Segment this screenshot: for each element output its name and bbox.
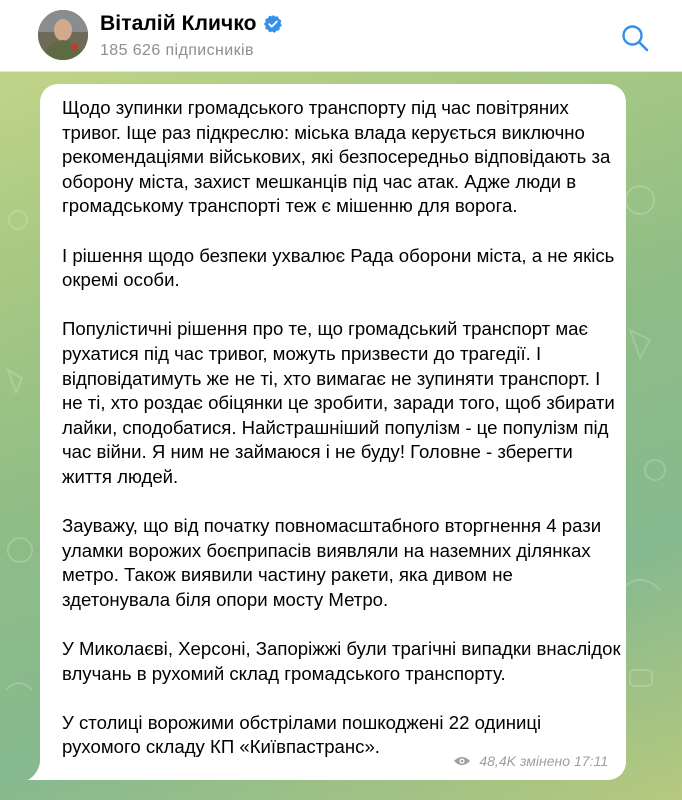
channel-avatar[interactable]	[38, 10, 88, 60]
message-paragraph: У Миколаєві, Херсоні, Запоріжжі були трагічні випадки внаслідок влучань в рухомий склад громадського транспорту.	[62, 638, 621, 684]
search-icon[interactable]	[620, 23, 650, 53]
channel-name: Віталій Кличко	[100, 12, 257, 35]
message-meta	[453, 753, 608, 769]
channel-header	[0, 0, 682, 72]
message-paragraph: Щодо зупинки громадського транспорту під час повітряних тривог. Іще раз підкреслю: міська влада керується виключно рекомендаціями військових, які безпосередньо відповідають за оборону міста, захист мешканців під час атак. Адже люди в громадському транспорті теж є мішенню для ворога.	[62, 97, 611, 217]
view-count: 48,4K	[479, 753, 516, 769]
edited-label: змінено	[519, 753, 570, 769]
message-paragraph: Популістичні рішення про те, що громадський транспорт має рухатися під час тривог, можуть призвести до трагедії. І відповідатимуть же не ті, хто вимагає не зупиняти транспорт. І не ті, хто роздає обіцянки це зробити, заради того, щоб збирати лайки, сподобатися. Найстрашніший популізм - це популізм під час війни. Я ним не займаюся і не буду! Головне - зберегти життя людей.	[62, 318, 615, 487]
message-paragraph: У столиці ворожими обстрілами пошкоджені 22 одиниці рухомого складу КП «Київпастранс».	[62, 711, 542, 758]
eye-icon	[453, 755, 471, 767]
message-text	[62, 96, 622, 760]
channel-title-row[interactable]	[100, 12, 283, 36]
message-paragraph: Зауважу, що від початку повномасштабного вторгнення 4 рази уламки ворожих боєприпасів виявляли на наземних ділянках метро. Також виявили частину ракети, яка дивом не здетонувала біля опори мосту Метро.	[62, 515, 602, 610]
subscriber-count: 185 626 підписників	[100, 42, 254, 59]
verified-badge-icon	[263, 14, 283, 34]
message-bubble[interactable]	[40, 84, 626, 780]
message-time: 17:11	[574, 753, 608, 769]
message-paragraph: І рішення щодо безпеки ухвалює Рада оборони міста, а не якісь окремі особи.	[62, 244, 615, 291]
